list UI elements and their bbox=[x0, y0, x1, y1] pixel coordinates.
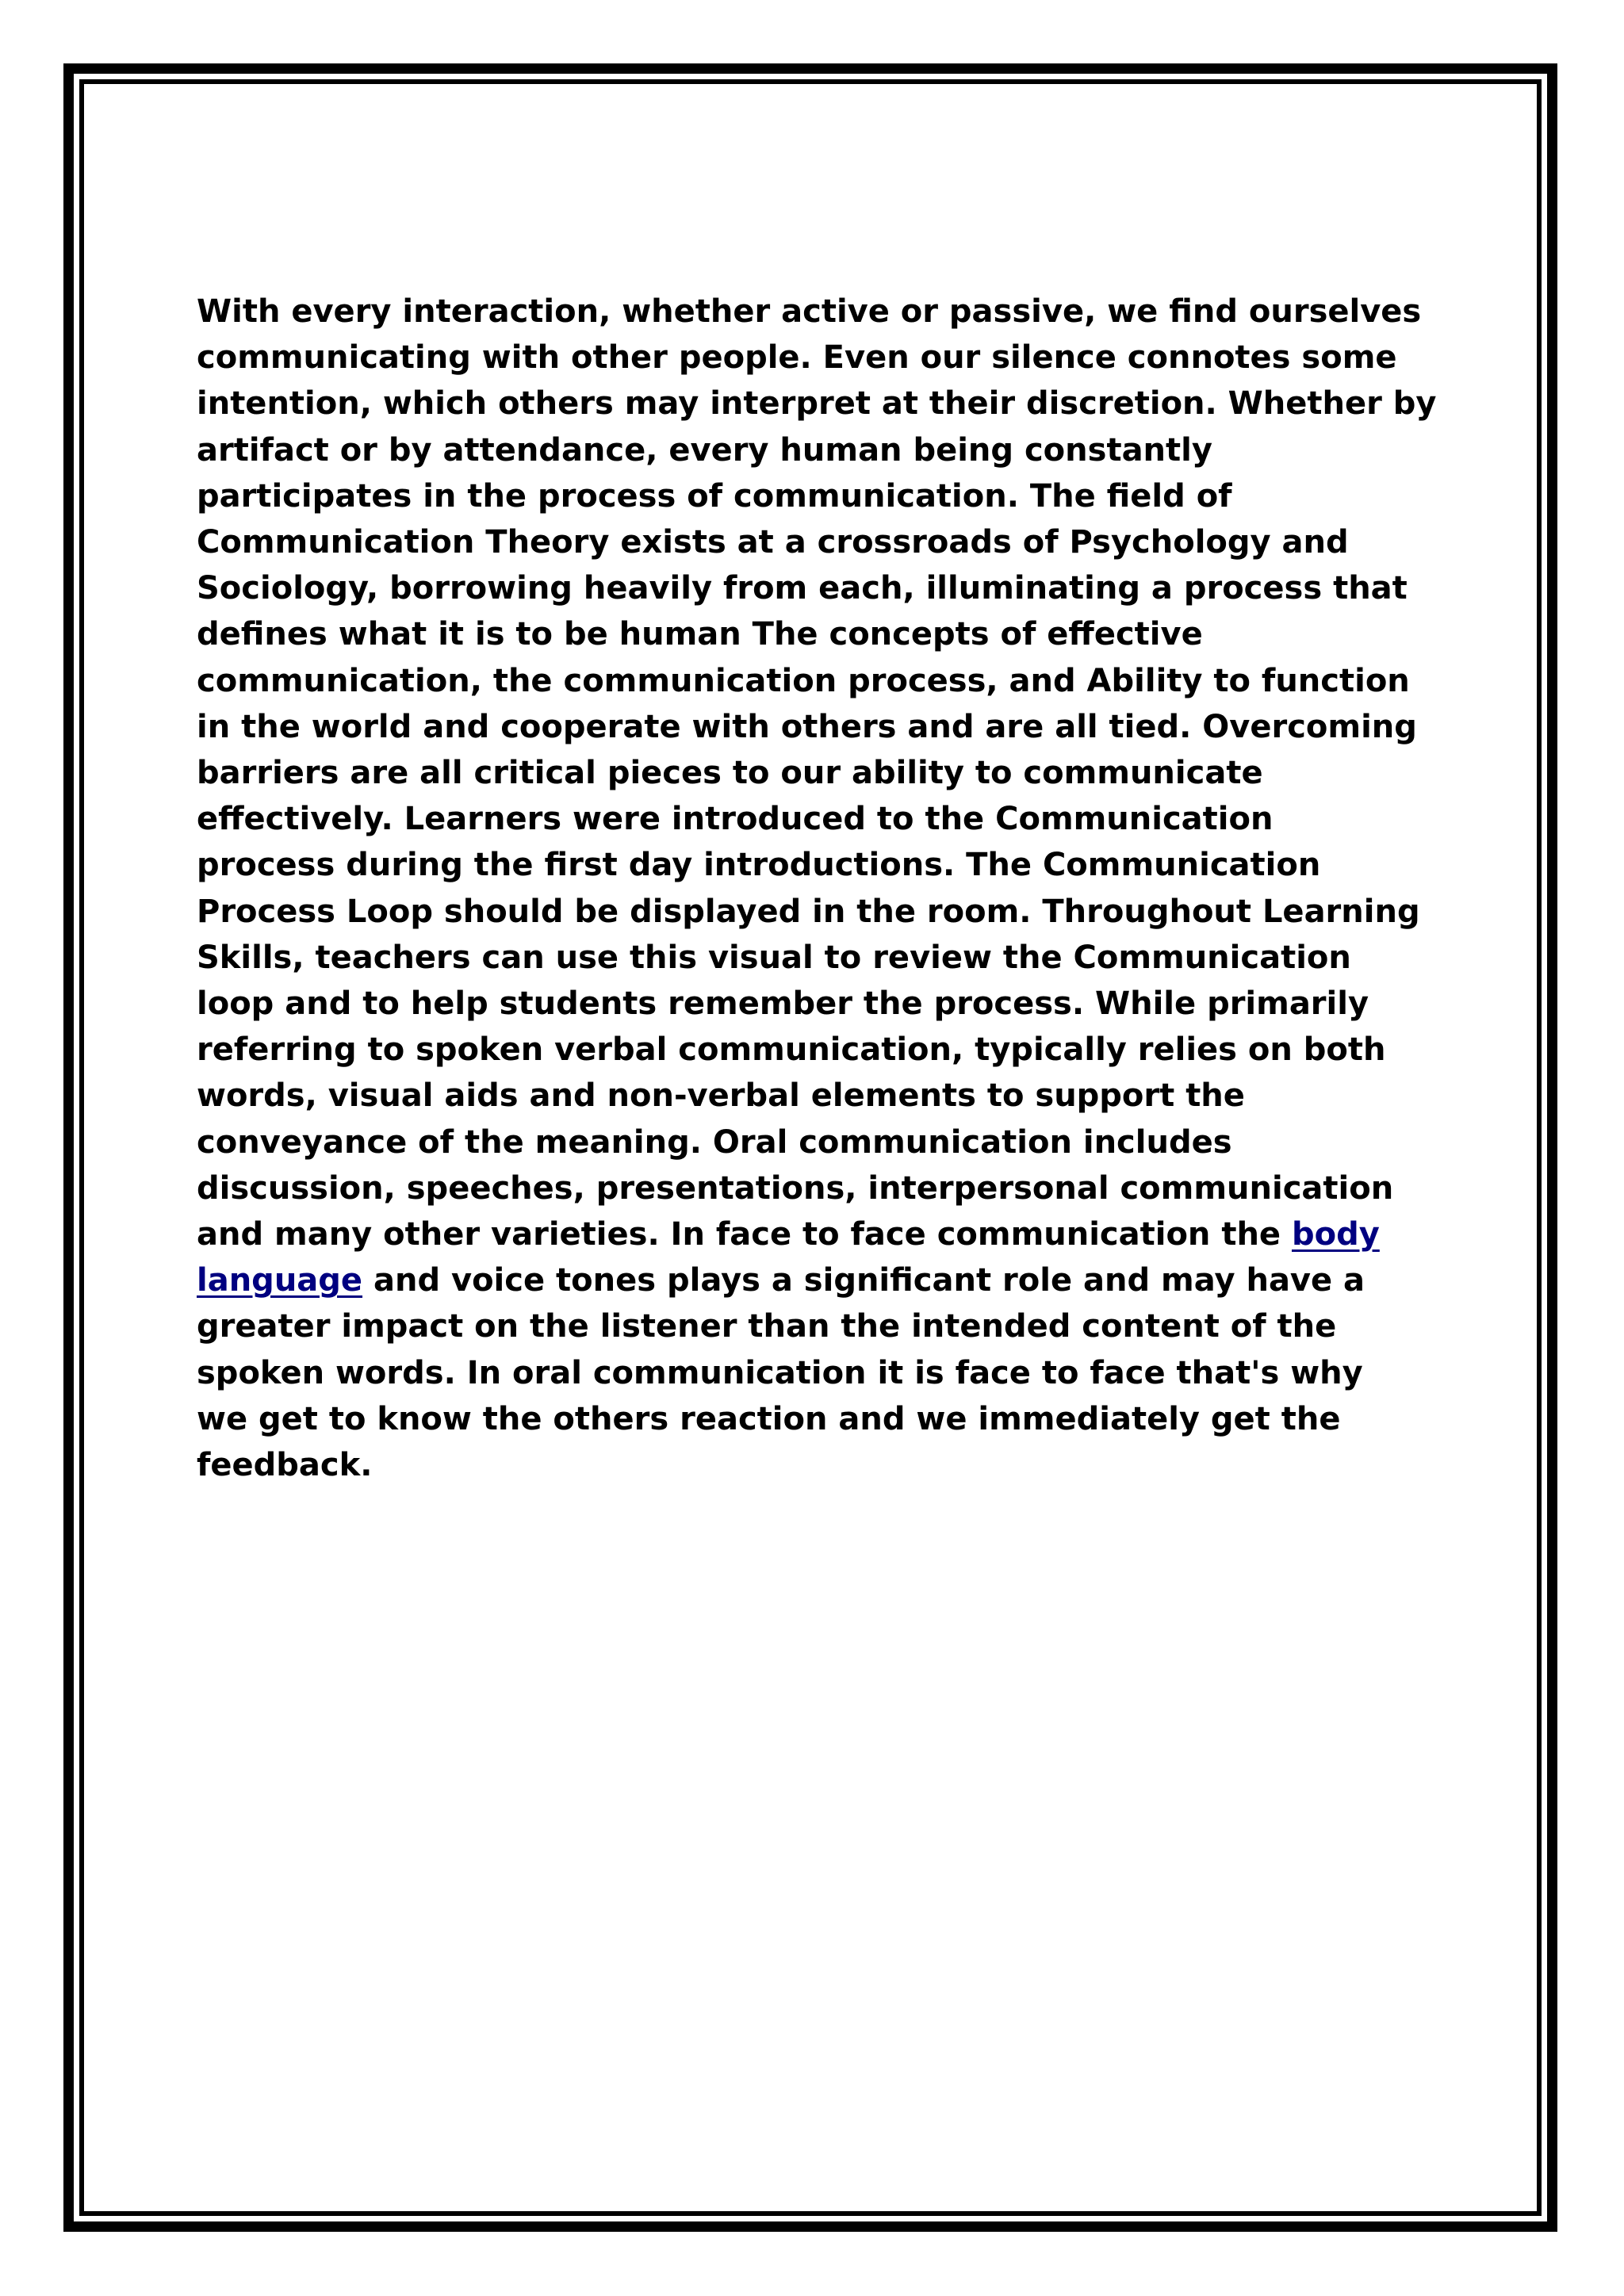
text-line: communicating with other people. Even our silence connotes some bbox=[197, 339, 1397, 377]
text-line: Process Loop should be displayed in the room. Throughout Learning bbox=[197, 893, 1420, 930]
text-line: greater impact on the listener than the intended content of the bbox=[197, 1308, 1337, 1345]
text-line: spoken words. In oral communication it is face to face that's why bbox=[197, 1354, 1363, 1391]
body-language-link[interactable]: body bbox=[1291, 1216, 1380, 1253]
text-line-with-link bbox=[197, 1262, 1365, 1299]
text-line: barriers are all critical pieces to our ability to communicate bbox=[197, 755, 1263, 792]
text-line-with-link bbox=[197, 1216, 1380, 1253]
text-line: referring to spoken verbal communication, typically relies on both bbox=[197, 1031, 1386, 1069]
text-line: With every interaction, whether active or passive, we find ourselves bbox=[197, 293, 1422, 330]
text-line: Sociology, borrowing heavily from each, illuminating a process that bbox=[197, 570, 1408, 607]
text-line: participates in the process of communication. The field of bbox=[197, 477, 1232, 515]
text-line: intention, which others may interpret at their discretion. Whether by bbox=[197, 385, 1437, 423]
text-line: we get to know the others reaction and we immediately get the bbox=[197, 1400, 1341, 1437]
text-line: process during the first day introductions. The Communication bbox=[197, 847, 1321, 884]
text-line: loop and to help students remember the process. While primarily bbox=[197, 985, 1369, 1023]
text-line: conveyance of the meaning. Oral communication includes bbox=[197, 1123, 1232, 1161]
text-line: Skills, teachers can use this visual to review the Communication bbox=[197, 939, 1351, 976]
text-line: communication, the communication process, and Ability to function bbox=[197, 662, 1410, 699]
text-segment: and voice tones plays a significant role and may have a bbox=[362, 1262, 1365, 1299]
text-line: in the world and cooperate with others and are all tied. Overcoming bbox=[197, 708, 1417, 745]
text-line: artifact or by attendance, every human being constantly bbox=[197, 431, 1212, 469]
text-line: effectively. Learners were introduced to the Communication bbox=[197, 801, 1274, 838]
text-line: defines what it is to be human The concepts of effective bbox=[197, 616, 1203, 653]
text-segment: and many other varieties. In face to face communication the bbox=[197, 1216, 1292, 1253]
body-language-link-continued[interactable]: language bbox=[197, 1262, 363, 1299]
text-line: discussion, speeches, presentations, interpersonal communication bbox=[197, 1169, 1394, 1207]
text-line: Communication Theory exists at a crossroads of Psychology and bbox=[197, 524, 1349, 561]
text-line: words, visual aids and non-verbal elements to support the bbox=[197, 1077, 1245, 1115]
text-line: feedback. bbox=[197, 1447, 373, 1484]
body-paragraph bbox=[197, 289, 1442, 1488]
